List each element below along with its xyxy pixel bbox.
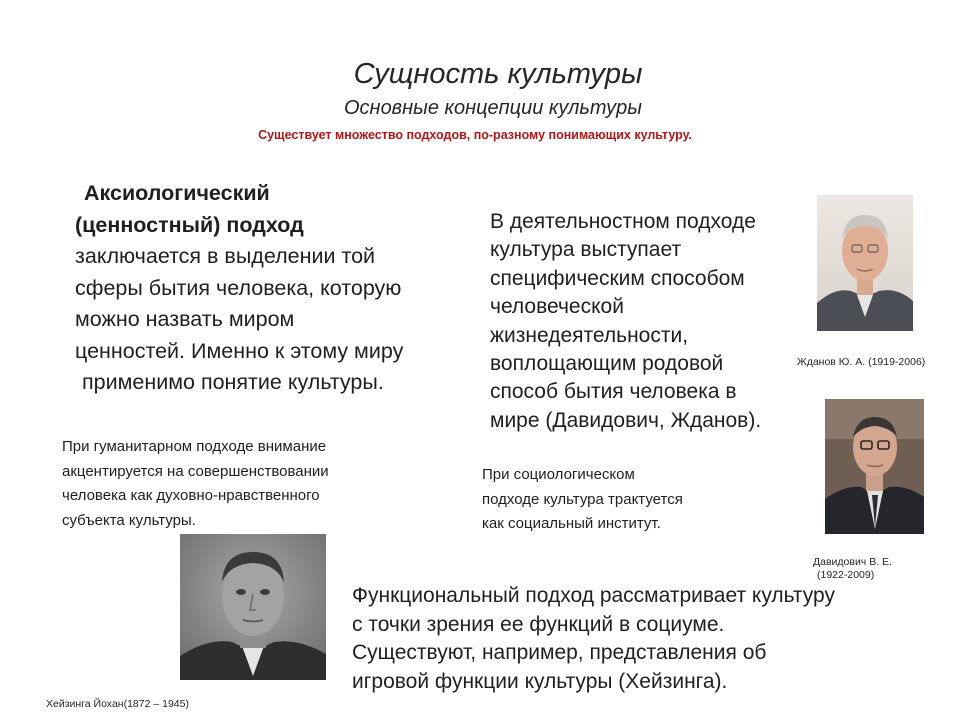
- humanitarian-line: При гуманитарном подходе внимание: [62, 438, 327, 455]
- davidovich-portrait-photo: [825, 399, 924, 534]
- davidovich-caption-years: (1922-2009): [817, 569, 875, 581]
- slide-title: Сущность культуры: [353, 58, 643, 90]
- activity-line: жизнедеятельности,: [490, 323, 689, 347]
- humanitarian-line: акцентируется на совершенствовании: [62, 462, 329, 480]
- humanitarian-line: человека как духовно-нравственного: [62, 487, 320, 504]
- activity-line: специфическим способом: [490, 266, 745, 290]
- huizinga-caption: Хейзинга Йохан(1872 – 1945): [46, 698, 189, 710]
- humanitarian-approach-block: [62, 435, 402, 535]
- activity-line: мире (Давидович, Жданов).: [490, 408, 762, 432]
- sociological-approach-block: [482, 463, 762, 539]
- zhdanov-caption: Жданов Ю. А. (1919-2006): [797, 356, 926, 368]
- activity-line: В деятельностном подходе: [490, 210, 756, 233]
- functional-line: Функциональный подход рассматривает культуру: [352, 584, 835, 607]
- sociological-line: При социологическом: [482, 466, 635, 483]
- activity-line: культура выступает: [490, 238, 682, 262]
- axiological-body-line: заключается в выделении той: [75, 244, 376, 268]
- sociological-line: подходе культура трактуется: [482, 490, 683, 508]
- axiological-approach-block: [62, 178, 482, 410]
- axiological-body-line: сферы бытия человека, которую: [75, 275, 402, 300]
- activity-line: способ бытия человека в: [490, 380, 737, 404]
- zhdanov-portrait-photo: [817, 195, 913, 331]
- functional-line: Существуют, например, представления об: [352, 641, 767, 665]
- activity-approach-block: [490, 208, 810, 438]
- activity-line: воплощающим родовой: [490, 352, 724, 375]
- slide-subtitle: Основные концепции культуры: [344, 97, 642, 119]
- axiological-heading-line: (ценностный) подход: [75, 212, 304, 237]
- functional-line: игровой функции культуры (Хейзинга).: [352, 669, 728, 693]
- axiological-heading-line: Аксиологический: [84, 181, 270, 205]
- axiological-body-line: применимо понятие культуры.: [82, 370, 384, 394]
- axiological-body-line: можно назвать миром: [75, 307, 295, 331]
- davidovich-caption-name: Давидович В. Е.: [813, 556, 892, 568]
- humanitarian-line: субъекта культуры.: [62, 511, 196, 529]
- axiological-body-line: ценностей. Именно к этому миру: [75, 338, 404, 363]
- functional-line: с точки зрения ее функций в социуме.: [352, 612, 725, 636]
- functional-approach-block: [352, 582, 922, 702]
- activity-line: человеческой: [490, 295, 624, 319]
- huizinga-portrait-photo: [180, 534, 326, 680]
- sociological-line: как социальный институт.: [482, 515, 661, 532]
- slide-note: Существует множество подходов, по-разному понимающих культуру.: [258, 128, 692, 142]
